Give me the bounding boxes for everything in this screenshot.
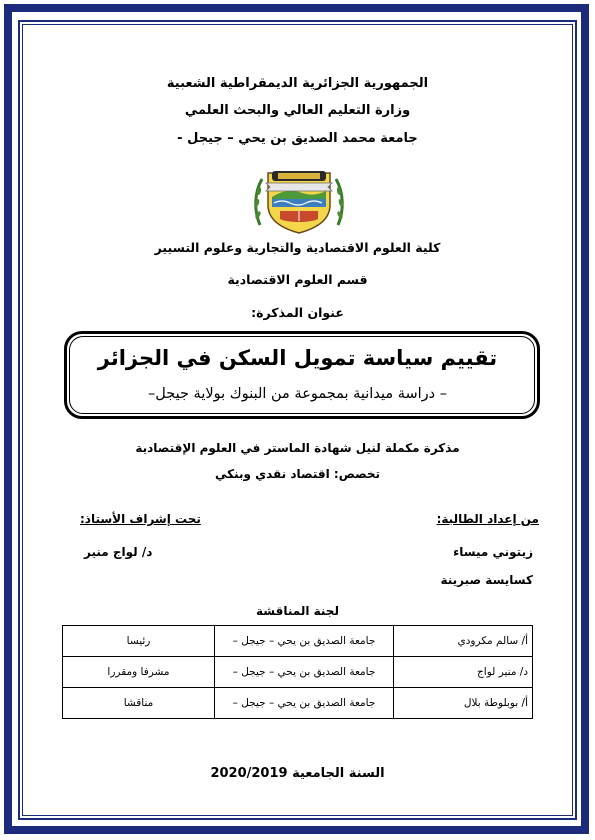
supervisor-name: د/ لواج منير <box>84 545 153 559</box>
member-university: جامعة الصديق بن يحي – جيجل – <box>215 626 394 657</box>
member-name: أ/ بوبلوطة بلال <box>394 688 533 719</box>
thesis-title: تقييم سياسة تمويل السكن في الجزائر <box>97 346 498 370</box>
ministry-line: وزارة التعليم العالي والبحث العلمي <box>184 103 411 118</box>
member-university: جامعة الصديق بن يحي – جيجل – <box>215 657 394 688</box>
member-role: مناقشا <box>63 688 215 719</box>
university-emblem-logo <box>252 163 346 235</box>
committee-label: لجنة المناقشة <box>256 604 339 618</box>
table-row <box>63 688 533 719</box>
supervisor-label-text: تحت إشراف الأستاذ: <box>80 512 201 526</box>
committee-table <box>62 625 533 719</box>
member-name: أ/ سالم مكرودي <box>394 626 533 657</box>
thesis-subtitle: – دراسة ميدانية بمجموعة من البنوك بولاية جيجل– <box>148 386 447 402</box>
faculty-line: كلية العلوم الاقتصادية والتجارية وعلوم التسيير <box>154 240 441 255</box>
republic-line: الجمهورية الجزائرية الديمقراطية الشعبية <box>166 76 429 91</box>
academic-year: السنة الجامعية 2020/2019 <box>210 766 385 781</box>
specialty-line: تخصص: اقتصاد نقدي وبنكي <box>214 467 381 481</box>
member-university: جامعة الصديق بن يحي – جيجل – <box>215 688 394 719</box>
degree-line: مذكرة مكملة لنيل شهادة الماستر في العلوم الإقتصادية <box>135 441 460 455</box>
member-role: مشرفا ومقررا <box>63 657 215 688</box>
table-row <box>63 657 533 688</box>
thesis-title-label: عنوان المذكرة: <box>251 305 344 320</box>
department-line: قسم العلوم الاقتصادية <box>227 272 368 287</box>
university-line: جامعة محمد الصديق بن يحي – جيجل - <box>177 131 418 146</box>
table-row <box>63 626 533 657</box>
supervisor-label <box>80 512 201 526</box>
member-name: د/ منير لواج <box>394 657 533 688</box>
member-role: رئيسا <box>63 626 215 657</box>
students-label-text: من إعداد الطالبة: <box>436 512 539 526</box>
students-label <box>437 512 539 526</box>
student-name-2: كسايسة صبرينة <box>440 573 533 587</box>
student-name-1: زيتوني ميساء <box>453 545 533 559</box>
